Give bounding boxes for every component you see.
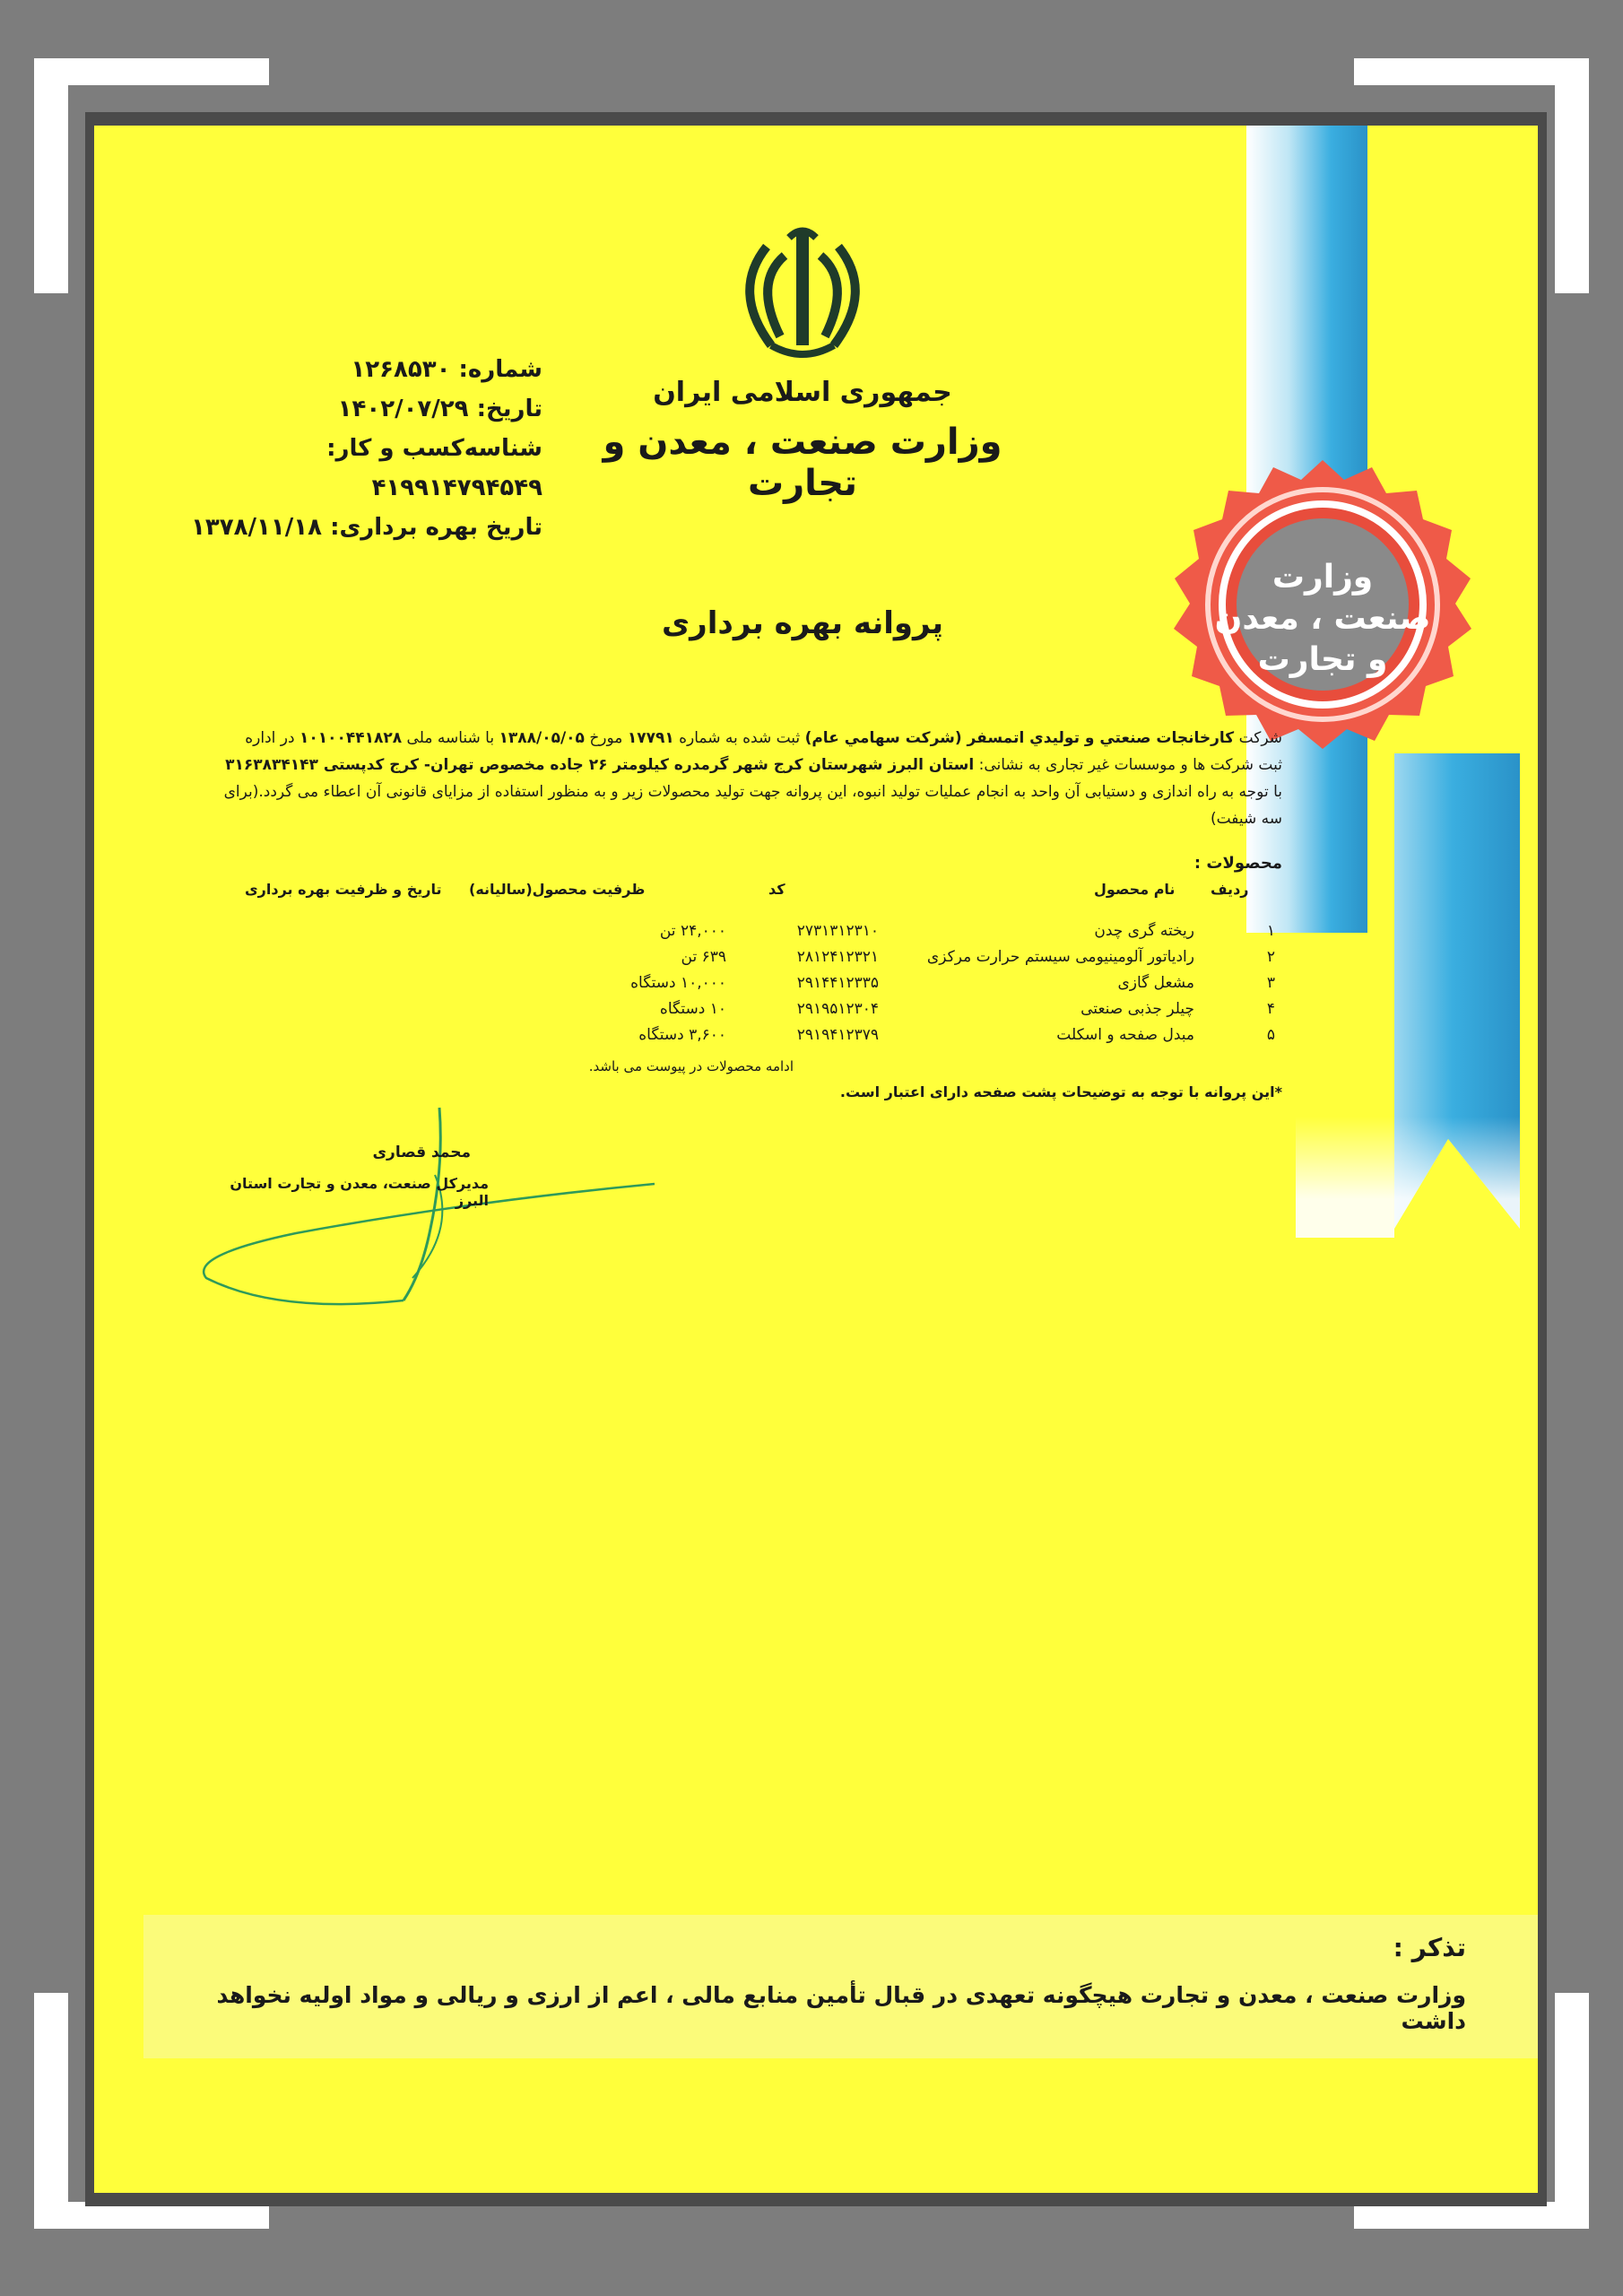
cell-row-number: ۱ bbox=[1266, 922, 1275, 940]
table-row bbox=[94, 948, 1538, 973]
header-row-number: ردیف bbox=[1211, 881, 1249, 898]
body-text: در اداره bbox=[245, 729, 299, 747]
corner-bracket-top-left-v bbox=[34, 58, 68, 293]
body-text: مورخ bbox=[584, 729, 628, 747]
cell-product-name: چیلر جذبی صنعتی bbox=[1081, 1000, 1194, 1018]
signer-title: مدیرکل صنعت، معدن و تجارت استان البرز bbox=[230, 1175, 489, 1209]
body-text: ثبت شده به شماره bbox=[673, 729, 805, 747]
body-line-4: سه شیفت) bbox=[1210, 810, 1282, 828]
license-document bbox=[94, 126, 1538, 2193]
cell-capacity: ۲۴,۰۰۰ تن bbox=[659, 922, 726, 940]
national-emblem-icon bbox=[735, 220, 870, 363]
seal-line-1: وزارت bbox=[1271, 559, 1374, 596]
header-product-name: نام محصول bbox=[1094, 881, 1176, 898]
registration-date: ۱۳۸۸/۰۵/۰۵ bbox=[499, 729, 585, 747]
letter-date: تاریخ: ۱۴۰۲/۰۷/۲۹ bbox=[337, 396, 542, 422]
cell-code: ۲۷۳۱۳۱۲۳۱۰ bbox=[796, 922, 879, 940]
reminder-box bbox=[143, 1915, 1538, 2058]
cell-product-name: ریخته گری چدن bbox=[1094, 922, 1194, 940]
republic-heading: جمهوری اسلامی ایران bbox=[653, 377, 952, 408]
body-text: با شناسه ملی bbox=[402, 729, 499, 747]
business-id: شناسه‌کسب و کار: ۴۱۹۹۱۴۷۹۴۵۴۹ bbox=[326, 435, 542, 501]
document-metadata bbox=[184, 350, 542, 547]
body-text: شرکت bbox=[1234, 729, 1282, 747]
corner-bracket-bottom-left-v bbox=[34, 1993, 68, 2228]
registration-number: ۱۷۷۹۱ bbox=[627, 729, 674, 747]
products-label: محصولات : bbox=[1193, 854, 1282, 873]
seal-line-2: صنعت ، معدن bbox=[1214, 600, 1431, 637]
signer-name: محمد قصاری bbox=[372, 1144, 471, 1161]
reminder-text: وزارت صنعت ، معدن و تجارت هیچگونه تعهدی در قبال تأمین منابع مالی ، اعم از ارزی و ریالی و مواد اولیه نخواهد داشت bbox=[216, 1982, 1466, 2034]
seal-line-3: و تجارت bbox=[1257, 641, 1388, 678]
table-row bbox=[94, 974, 1538, 999]
reminder-title: تذکر : bbox=[1393, 1933, 1466, 1962]
cell-row-number: ۵ bbox=[1266, 1026, 1275, 1044]
cell-row-number: ۳ bbox=[1266, 974, 1275, 992]
cell-row-number: ۴ bbox=[1266, 1000, 1275, 1018]
cell-code: ۲۹۱۹۴۱۲۳۷۹ bbox=[796, 1026, 879, 1044]
cell-code: ۲۸۱۲۴۱۲۳۲۱ bbox=[796, 948, 879, 966]
cell-capacity: ۱۰,۰۰۰ دستگاه bbox=[630, 974, 726, 992]
corner-bracket-top-right-h bbox=[1354, 58, 1589, 85]
cell-code: ۲۹۱۴۴۱۲۳۳۵ bbox=[796, 974, 879, 992]
cell-capacity: ۱۰ دستگاه bbox=[659, 1000, 726, 1018]
exploitation-date: تاریخ بهره برداری: ۱۳۷۸/۱۱/۱۸ bbox=[191, 514, 542, 541]
cell-capacity: ۶۳۹ تن bbox=[681, 948, 726, 966]
company-address: استان البرز شهرستان کرج شهر گرمدره کیلومتر ۲۶ جاده مخصوص تهران- کرج کدپستی ۳۱۶۳۸۳۴۱۴۳ bbox=[225, 756, 975, 774]
cell-row-number: ۲ bbox=[1266, 948, 1275, 966]
header-code: کد bbox=[768, 881, 785, 898]
body-text: ثبت شرکت ها و موسسات غیر تجاری به نشانی: bbox=[974, 756, 1282, 774]
continuation-note: ادامه محصولات در پیوست می باشد. bbox=[588, 1058, 794, 1074]
national-id: ۱۰۱۰۰۴۴۱۸۲۸ bbox=[299, 729, 403, 747]
cell-code: ۲۹۱۹۵۱۲۳۰۴ bbox=[796, 1000, 879, 1018]
body-line-3: با توجه به راه اندازی و دستیابی آن واحد به انجام عملیات تولید انبوه، این پروانه جهت تولید محصولات زیر و به منظور استفاده از مزایای قانونی آن اعطاء می گردد.(برای bbox=[223, 783, 1282, 801]
ministry-seal-icon bbox=[1152, 430, 1493, 771]
table-row bbox=[94, 922, 1538, 947]
body-line-1 bbox=[161, 725, 1282, 752]
body-line-2 bbox=[161, 752, 1282, 778]
letter-number: شماره: ۱۲۶۸۵۳۰ bbox=[351, 356, 542, 383]
header-capacity: ظرفیت محصول(سالیانه) bbox=[469, 881, 646, 898]
corner-bracket-bottom-right-v bbox=[1555, 1993, 1589, 2228]
corner-bracket-top-left-h bbox=[34, 58, 269, 85]
company-name: کارخانجات صنعتي و توليدي اتمسفر (شرکت سهامي عام) bbox=[804, 729, 1235, 747]
table-row bbox=[94, 1026, 1538, 1051]
ministry-heading: وزارت صنعت ، معدن و تجارت bbox=[603, 422, 1002, 504]
cell-capacity: ۳,۶۰۰ دستگاه bbox=[638, 1026, 726, 1044]
license-body bbox=[161, 725, 1282, 832]
validity-note: *این پروانه با توجه به توضیحات پشت صفحه دارای اعتبار است. bbox=[839, 1083, 1282, 1100]
corner-bracket-top-right-v bbox=[1555, 58, 1589, 293]
header-exploitation-capacity: تاریخ و ظرفیت بهره برداری bbox=[245, 881, 442, 898]
document-title: پروانه بهره برداری bbox=[662, 605, 943, 641]
table-row bbox=[94, 1000, 1538, 1025]
cell-product-name: مشعل گازی bbox=[1117, 974, 1194, 992]
cell-product-name: رادیاتور آلومینیومی سیستم حرارت مرکزی bbox=[926, 948, 1194, 966]
signature-icon bbox=[170, 1094, 673, 1336]
cell-product-name: مبدل صفحه و اسکلت bbox=[1056, 1026, 1194, 1044]
